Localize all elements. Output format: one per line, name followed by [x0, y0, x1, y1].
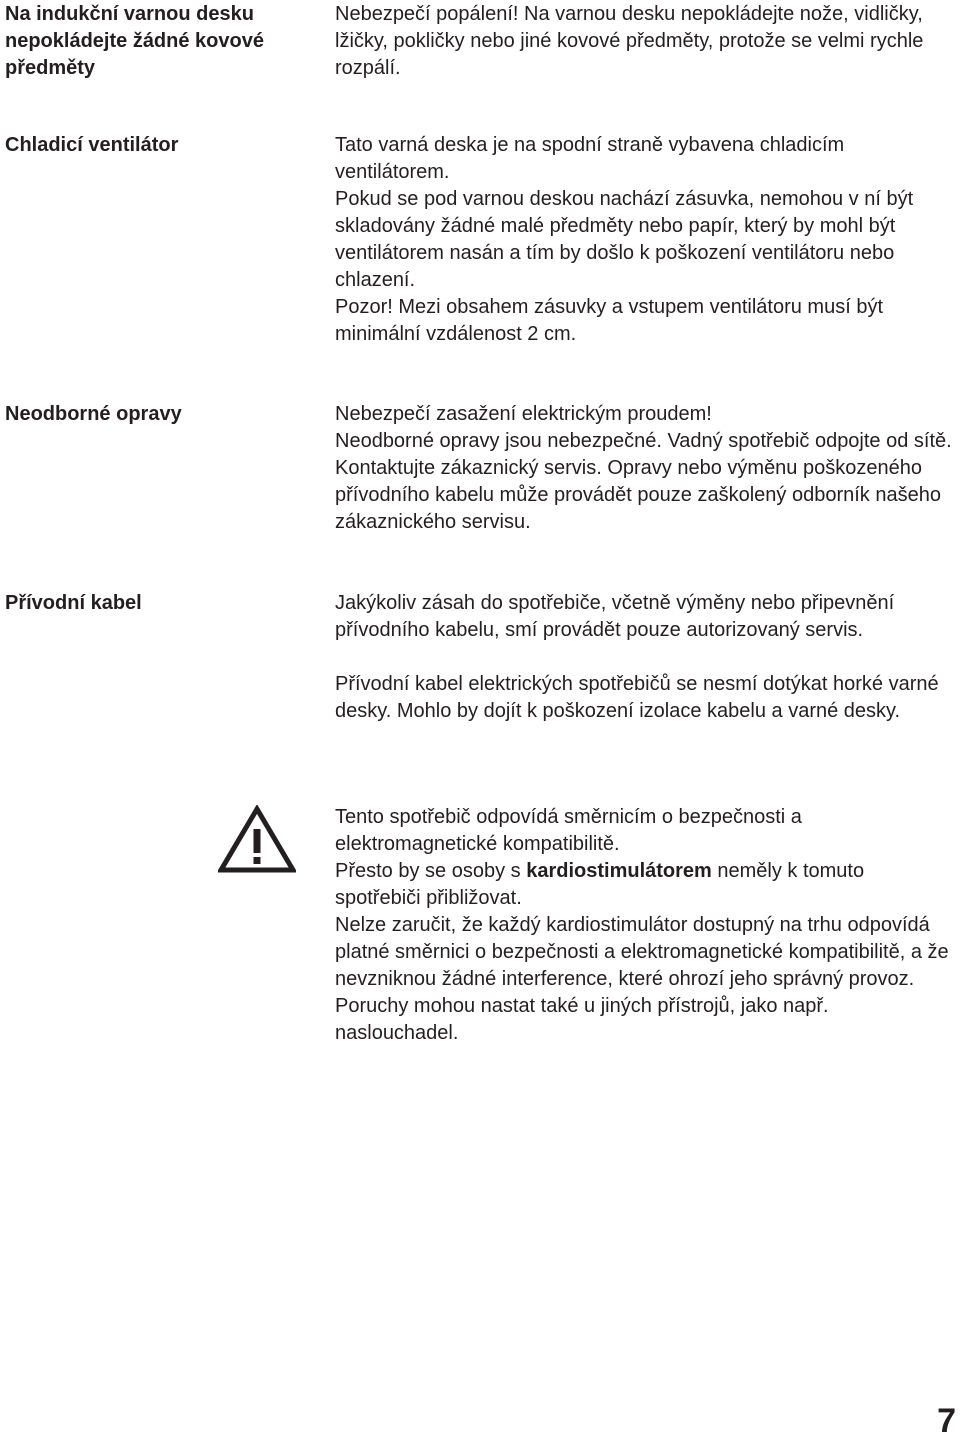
text-span: Přesto by se osoby s — [335, 860, 527, 882]
text-span: neměly k tomuto spotřebiči přibližovat. — [335, 860, 865, 909]
section-heading: Neodborné opravy — [5, 403, 182, 425]
section-body — [335, 590, 955, 725]
section-heading: Na indukční varnou desku nepokládejte žádné kovové předměty — [5, 3, 264, 79]
paragraph: Pozor! Mezi obsahem zásuvky a vstupem ventilátoru musí být minimální vzdálenost 2 cm. — [335, 296, 884, 345]
paragraph: Pokud se pod varnou deskou nachází zásuvka, nemohou v ní být skladovány žádné malé předměty nebo papír, který by mohl být ventilátorem nasán a tím by došlo k poškození ventilátoru nebo chlazení. — [335, 188, 914, 291]
section-heading: Přívodní kabel — [5, 592, 142, 614]
section-body — [335, 804, 955, 1047]
paragraph: Nebezpečí zasažení elektrickým proudem! — [335, 403, 712, 425]
paragraph: Tento spotřebič odpovídá směrnicím o bezpečnosti a elektromagnetické kompatibilitě. — [335, 806, 802, 855]
warning-triangle-icon — [218, 805, 296, 873]
section-body — [335, 132, 955, 348]
paragraph: Neodborné opravy jsou nebezpečné. Vadný spotřebič odpojte od sítě. Kontaktujte zákaznický servis. Opravy nebo výměnu poškozeného přívodního kabelu může provádět pouze zaškolený odborník našeho zákaznického servisu. — [335, 430, 952, 533]
section-heading: Chladicí ventilátor — [5, 134, 179, 156]
page-number: 7 — [937, 1402, 956, 1440]
section-body — [335, 401, 955, 536]
section-body — [335, 1, 955, 82]
paragraph: Tato varná deska je na spodní straně vybavena chladicím ventilátorem. — [335, 134, 845, 183]
bold-term: kardiostimulátorem — [526, 860, 712, 882]
paragraph: Nebezpečí popálení! Na varnou desku nepokládejte nože, vidličky, lžičky, pokličky nebo jiné kovové předměty, protože se velmi rychle rozpálí. — [335, 3, 924, 79]
paragraph: Jakýkoliv zásah do spotřebiče, včetně výměny nebo připevnění přívodního kabelu, smí provádět pouze autorizovaný servis. — [335, 592, 895, 641]
paragraph: Přívodní kabel elektrických spotřebičů se nesmí dotýkat horké varné desky. Mohlo by dojít k poškození izolace kabelu a varné desky. — [335, 673, 939, 722]
paragraph — [335, 858, 955, 912]
paragraph: Nelze zaručit, že každý kardiostimulátor dostupný na trhu odpovídá platné směrnici o bezpečnosti a elektromagnetické kompatibilitě, a že nevzniknou žádné interference, které ohrozí jeho správný provoz. Poruchy mohou nastat také u jiných přístrojů, jako např. naslouchadel. — [335, 914, 949, 1044]
